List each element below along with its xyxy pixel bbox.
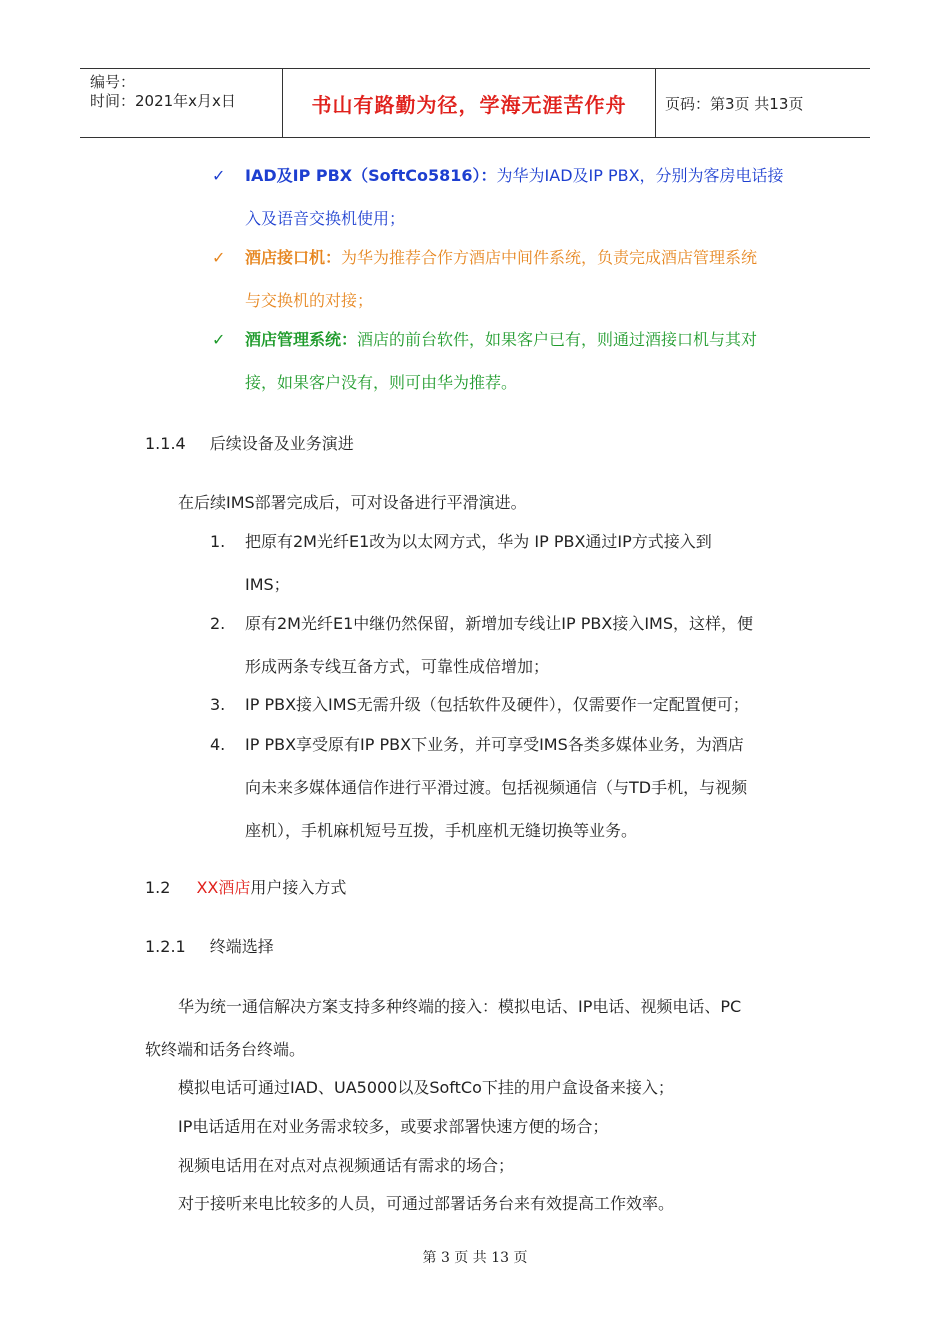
section-number: 1.2.1 xyxy=(145,937,186,956)
item-text: 向未来多媒体通信作进行平滑过渡。包括视频通信（与TD手机，与视频 xyxy=(245,778,748,797)
page-code: 页码：第3页 共13页 xyxy=(665,94,804,113)
bullet-line-2: 入及语音交换机使用； xyxy=(245,209,406,228)
body-line: 视频电话用在对点对点视频通话有需求的场合； xyxy=(178,1156,515,1175)
bullet-term: 酒店管理系统： xyxy=(245,330,358,349)
item-text: 原有2M光纤E1中继仍然保留，新增加专线让IP PBX接入IMS，这样，便 xyxy=(245,614,753,633)
bullet-line xyxy=(245,330,757,350)
section-heading xyxy=(145,434,354,454)
section-number: 1.1.4 xyxy=(145,434,186,453)
number-label: 编号： xyxy=(90,73,136,91)
item-text: 形成两条专线互备方式，可靠性成倍增加； xyxy=(245,657,550,676)
bullet-line-2: 与交换机的对接； xyxy=(245,291,374,310)
body-line: 软终端和话务台终端。 xyxy=(145,1040,306,1059)
bullet-text: 酒店的前台软件，如果客户已有，则通过酒接口机与其对 xyxy=(357,330,758,349)
item-number: 2. xyxy=(210,614,226,633)
motto: 书山有路勤为径，学海无涯苦作舟 xyxy=(311,92,627,117)
item-text: IMS； xyxy=(245,575,290,594)
section-title: 后续设备及业务演进 xyxy=(209,434,354,453)
item-number: 4. xyxy=(210,735,226,754)
body-line: 华为统一通信解决方案支持多种终端的接入：模拟电话、IP电话、视频电话、PC xyxy=(178,997,742,1016)
check-icon: ✓ xyxy=(212,166,226,185)
item-number: 3. xyxy=(210,695,226,714)
item-number: 1. xyxy=(210,532,226,551)
section-heading xyxy=(145,937,274,957)
bullet-text: 为华为IAD及IP PBX，分别为客房电话接 xyxy=(496,166,784,185)
section-title: 终端选择 xyxy=(209,937,274,956)
header-page-cell xyxy=(655,69,870,137)
bullet-line-2: 接，如果客户没有，则可由华为推荐。 xyxy=(245,373,518,392)
section-number: 1.2 xyxy=(145,878,171,897)
header-motto-cell xyxy=(282,69,656,137)
check-icon: ✓ xyxy=(212,248,226,267)
item-text: IP PBX接入IMS无需升级（包括软件及硬件），仅需要作一定配置便可； xyxy=(245,695,749,714)
item-text: IP PBX享受原有IP PBX下业务，并可享受IMS各类多媒体业务，为酒店 xyxy=(245,735,744,754)
page-footer: 第 3 页 共 13 页 xyxy=(422,1250,528,1266)
body-line: IP电话适用在对业务需求较多，或要求部署快速方便的场合； xyxy=(178,1117,609,1136)
item-text: 把原有2M光纤E1改为以太网方式，华为 IP PBX通过IP方式接入到 xyxy=(245,532,712,551)
hotel-name: XX酒店 xyxy=(196,878,251,897)
bullet-term: 酒店接口机： xyxy=(245,248,342,267)
section-heading xyxy=(145,878,346,898)
section-title: 用户接入方式 xyxy=(250,878,347,897)
check-icon: ✓ xyxy=(212,330,226,349)
bullet-line xyxy=(245,166,784,186)
header-meta xyxy=(80,69,282,137)
page-header xyxy=(80,68,870,138)
bullet-text: 为华为推荐合作方酒店中间件系统，负责完成酒店管理系统 xyxy=(341,248,758,267)
intro-paragraph: 在后续IMS部署完成后，可对设备进行平滑演进。 xyxy=(178,493,527,512)
body-line: 对于接听来电比较多的人员，可通过部署话务台来有效提高工作效率。 xyxy=(178,1194,675,1213)
body-line: 模拟电话可通过IAD、UA5000以及SoftCo下挂的用户盒设备来接入； xyxy=(178,1078,674,1097)
bullet-line xyxy=(245,248,757,268)
item-text: 座机），手机麻机短号互拨，手机座机无缝切换等业务。 xyxy=(245,821,638,840)
bullet-term: IAD及IP PBX（SoftCo5816）： xyxy=(245,166,497,185)
date-line: 时间：2021年x月x日 xyxy=(90,92,236,110)
